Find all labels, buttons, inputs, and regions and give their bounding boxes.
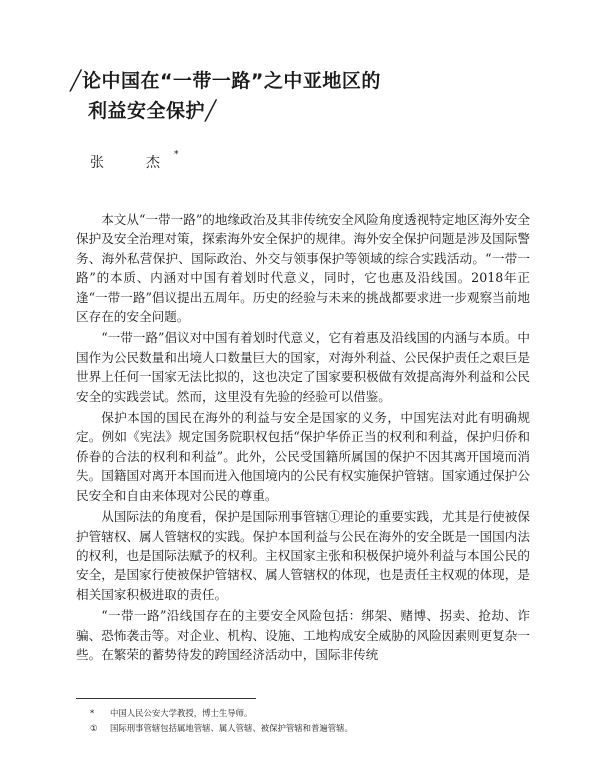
- paragraph-4: 从国际法的角度看，保护是国际刑事管辖①理论的重要实践，尤其是行使被保护管辖权、属人管辖权的实践。保护本国利益与公民在海外的安全既是一国国内法的权利，也是国际法赋予的权利。主权国家主张和积极保护境外利益与本国公民的安全，是国家行使被保护管辖权、属人管辖权的体现，也是责任主权观的体现，是相关国家积极进取的责任。: [76, 509, 530, 602]
- footnote-author: [90, 706, 530, 721]
- author-byline: [90, 152, 179, 172]
- paragraph-3: 保护本国的国民在海外的利益与安全是国家的义务，中国宪法对此有明确规定。例如《宪法》规定国务院职权包括“保护华侨正当的权利和利益，保护归侨和侨眷的合法的权利和利益”。此外，公民受国籍所属国的保护不因其离开国境而消失。国籍国对离开本国而进入他国境内的公民有权实施保护管辖。国家通过保护公民安全和自由来体现对公民的尊重。: [76, 410, 530, 503]
- article-body: [76, 210, 530, 664]
- paragraph-5: “一带一路”沿线国存在的主要安全风险包括：绑架、赌博、拐卖、抢劫、诈骗、恐怖袭击等。对企业、机构、设施、工地构成安全威胁的风险因素则更复杂一些。在繁荣的蓄势待发的跨国经济活动中，国际非传统: [76, 608, 530, 662]
- title-line-2: 利益安全保护╱: [88, 100, 217, 122]
- paragraph-1: 本文从“一带一路”的地缘政治及其非传统安全风险角度透视特定地区海外安全保护及安全治理对策，探索海外安全保护的规律。海外安全保护问题是涉及国际警务、海外私营保护、国际政治、外交与领事保护等领域的综合实践活动。“一带一路”的本质、内涵对中国有着划时代意义，同时，它也惠及沿线国。2018年正逢“一带一路”倡议提出五周年。历史的经验与未来的挑战都要求进一步观察当前地区存在的安全问题。: [76, 212, 530, 325]
- footnote-text: 国际刑事管辖包括属地管辖、属人管辖、被保护管辖和普遍管辖。: [110, 723, 353, 733]
- footnote-1: [90, 721, 530, 736]
- footnote-divider: [76, 698, 256, 699]
- footnote-text: 中国人民公安大学教授，博士生导师。: [110, 708, 253, 718]
- author-footnote-mark: *: [174, 150, 179, 160]
- footnote-mark: ①: [90, 723, 98, 733]
- footnotes: [90, 706, 530, 736]
- paragraph-2: “一带一路”倡议对中国有着划时代意义，它有着惠及沿线国的内涵与本质。中国作为公民数量和出境人口数量巨大的国家，对海外利益、公民保护责任之艰巨是世界上任何一国家无法比拟的，这也决定了国家要积极做有效提高海外利益和公民安全的实践尝试。然而，这里没有先验的经验可以借鉴。: [76, 330, 530, 404]
- author-name: 张 杰: [90, 155, 174, 171]
- footnote-mark: *: [90, 708, 95, 718]
- article-title: [70, 66, 530, 126]
- title-line-1: ╱论中国在“一带一路”之中亚地区的: [70, 70, 381, 92]
